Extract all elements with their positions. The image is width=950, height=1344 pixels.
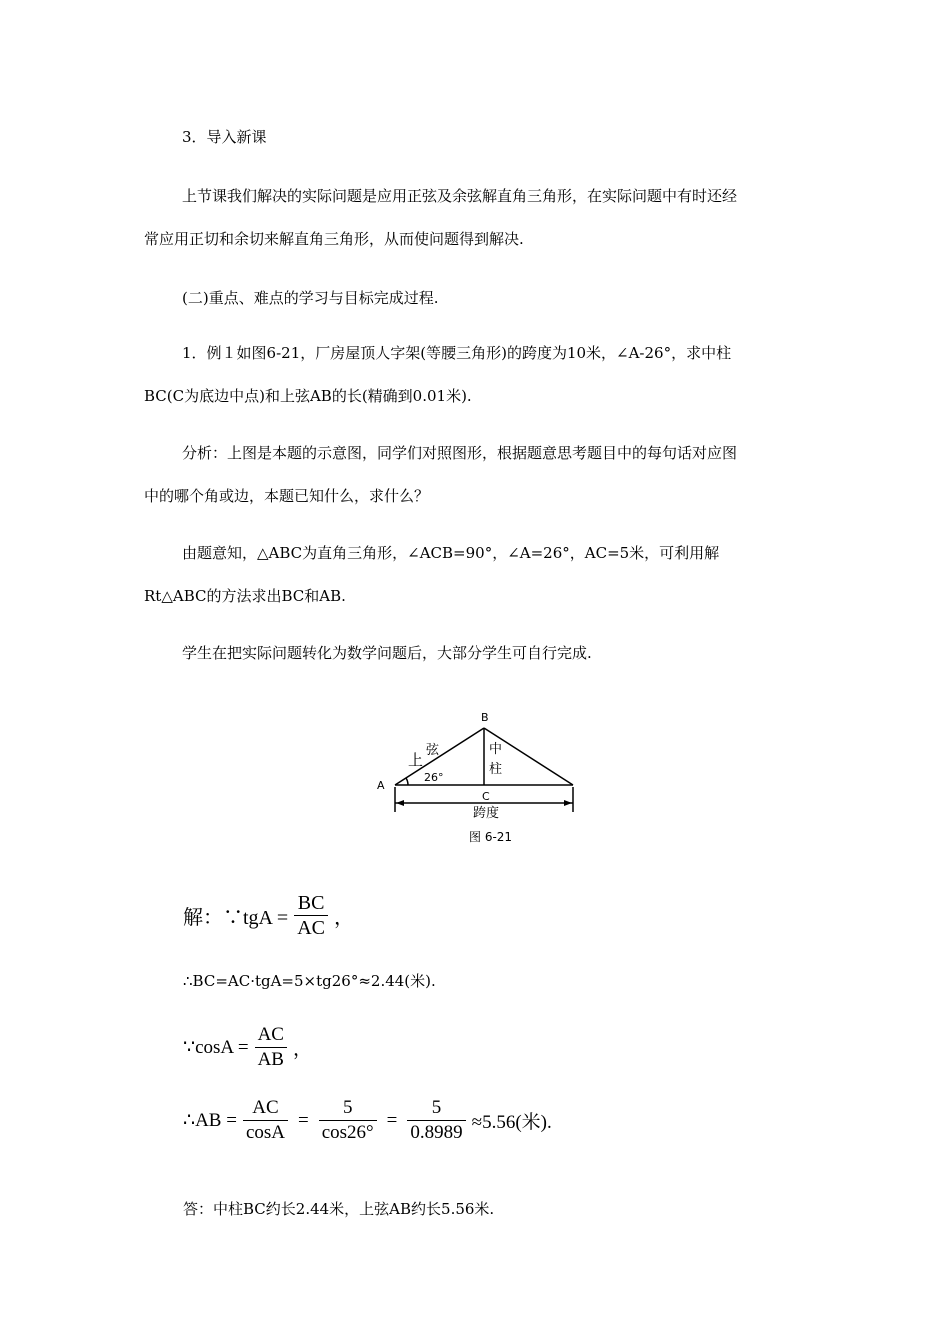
label-shang: 上 [408,751,424,769]
span-label: 跨度 [473,806,500,821]
answer: 答：中柱BC约长2.44米，上弦AB约长5.56米. [183,1200,495,1218]
label-zhu: 柱 [489,762,503,777]
span-arrow-right [564,800,572,806]
solution-step-4 [183,1097,552,1144]
example-line-1: 1．例１如图6-21，厂房屋顶人字架(等腰三角形)的跨度为10米，∠A-26°，求中柱 [182,344,732,362]
label-a: A [377,779,385,792]
solution-step-2: ∴BC=AC·tgA=5×tg26°≈2.44(米). [183,972,436,990]
fraction-denominator: cos26° [319,1120,377,1144]
step4-prefix: ∴AB = [183,1110,237,1131]
intro-line-2: 常应用正切和余切来解直角三角形，从而使问题得到解决. [144,230,524,248]
step3-prefix: ∵cosA = [183,1037,249,1058]
known-line-1: 由题意知，△ABC为直角三角形，∠ACB=90°，∠A=26°，AC=5米，可利用解 [182,544,720,562]
fraction-ac-ab [255,1024,287,1071]
label-b: B [481,711,489,724]
fraction-numerator: 5 [342,1097,353,1118]
step4-result: ≈5.56(米). [471,1112,552,1133]
intro-line-1: 上节课我们解决的实际问题是应用正弦及余弦解直角三角形，在实际问题中有时还经 [182,187,738,205]
figure-6-21 [375,708,595,848]
section-heading: (二)重点、难点的学习与目标完成过程. [182,289,439,307]
span-arrow-left [396,800,404,806]
label-xian: 弦 [426,743,440,758]
fraction-5-08989 [407,1097,465,1144]
fraction-numerator: AC [257,1024,284,1045]
equals-sign: = [386,1109,398,1131]
fraction-numerator: AC [252,1097,279,1118]
step1-prefix: 解：∵tgA = [183,907,289,929]
fraction-ac-cosa [243,1097,288,1144]
fraction-denominator: AC [294,915,328,939]
solution-step-3 [183,1024,312,1071]
equals-sign: = [298,1109,309,1131]
heading: 3．导入新课 [182,128,267,146]
fraction-numerator: BC [297,892,325,914]
fraction-5-cos26 [319,1097,377,1144]
angle-arc [406,778,408,785]
label-c: C [482,790,490,803]
fraction-numerator: 5 [431,1097,442,1118]
analysis-line-2: 中的哪个角或边，本题已知什么，求什么？ [144,487,430,505]
student-note: 学生在把实际问题转化为数学问题后，大部分学生可自行完成. [182,644,592,662]
example-line-2: BC(C为底边中点)和上弦AB的长(精确到0.01米). [144,387,472,405]
figure-caption: 图 6-21 [469,830,513,844]
known-line-2: Rt△ABC的方法求出BC和AB. [144,587,346,605]
fraction-denominator: 0.8989 [407,1120,465,1144]
angle-label: 26° [424,771,444,784]
fraction-denominator: cosA [243,1120,288,1144]
fraction-denominator: AB [255,1047,287,1071]
step1-suffix: ， [333,907,354,929]
step3-suffix: ， [292,1039,312,1060]
analysis-line-1: 分析：上图是本题的示意图，同学们对照图形，根据题意思考题目中的每句话对应图 [182,444,738,462]
label-zhong: 中 [489,742,503,757]
solution-step-1 [183,892,354,939]
fraction-bc-ac [294,892,328,939]
